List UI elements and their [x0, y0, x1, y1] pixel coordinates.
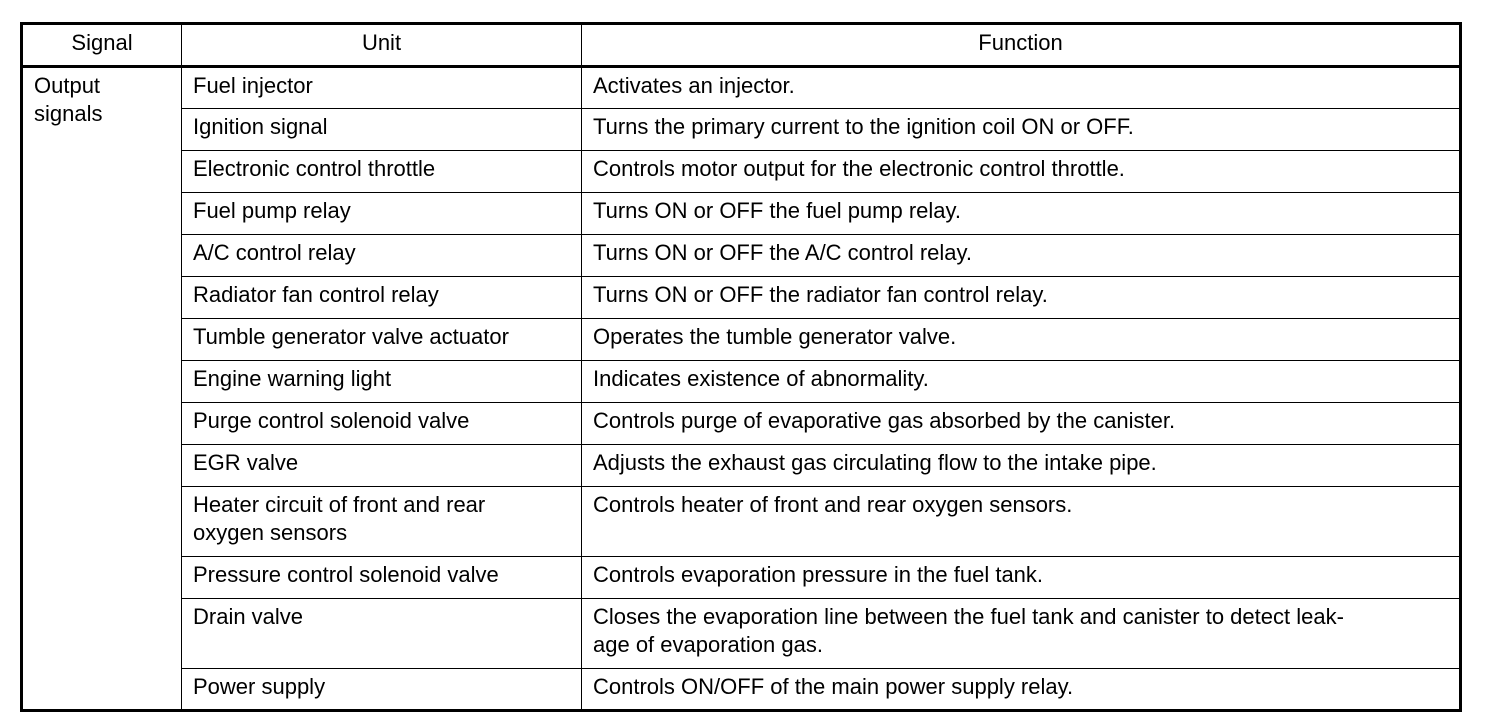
- unit-cell: EGR valve: [182, 445, 582, 487]
- header-function: Function: [582, 24, 1461, 67]
- function-cell: Operates the tumble generator valve.: [582, 319, 1461, 361]
- table-row: [22, 557, 1461, 599]
- unit-cell: [182, 487, 582, 557]
- table-row: [22, 403, 1461, 445]
- table-row: [22, 445, 1461, 487]
- table-body: [22, 67, 1461, 711]
- function-cell: Controls motor output for the electronic control throttle.: [582, 151, 1461, 193]
- function-cell: Activates an injector.: [582, 67, 1461, 109]
- unit-cell: Purge control solenoid valve: [182, 403, 582, 445]
- table-row: [22, 277, 1461, 319]
- header-signal: Signal: [22, 24, 182, 67]
- function-cell: Controls purge of evaporative gas absorbed by the canister.: [582, 403, 1461, 445]
- unit-line: Heater circuit of front and rear: [193, 492, 486, 517]
- function-cell: Turns ON or OFF the fuel pump relay.: [582, 193, 1461, 235]
- function-cell: Controls evaporation pressure in the fuel tank.: [582, 557, 1461, 599]
- unit-cell: Fuel pump relay: [182, 193, 582, 235]
- unit-cell: A/C control relay: [182, 235, 582, 277]
- table-row: [22, 319, 1461, 361]
- function-cell: Adjusts the exhaust gas circulating flow to the intake pipe.: [582, 445, 1461, 487]
- table-row: [22, 151, 1461, 193]
- unit-line: oxygen sensors: [193, 520, 348, 545]
- table-row: [22, 361, 1461, 403]
- unit-cell: Electronic control throttle: [182, 151, 582, 193]
- unit-cell: Drain valve: [182, 599, 582, 669]
- signal-group-label-line2: signals: [34, 101, 103, 126]
- unit-cell: Fuel injector: [182, 67, 582, 109]
- output-signals-table: [20, 22, 1462, 712]
- signal-group-label-line1: Output: [34, 73, 101, 98]
- function-cell: Controls ON/OFF of the main power supply relay.: [582, 669, 1461, 711]
- unit-cell: Radiator fan control relay: [182, 277, 582, 319]
- table-row: [22, 669, 1461, 711]
- table-row: [22, 193, 1461, 235]
- table-row: [22, 67, 1461, 109]
- unit-cell: Power supply: [182, 669, 582, 711]
- unit-cell: Pressure control solenoid valve: [182, 557, 582, 599]
- table-row: [22, 487, 1461, 557]
- table-row: [22, 235, 1461, 277]
- unit-cell: Engine warning light: [182, 361, 582, 403]
- function-cell: Controls heater of front and rear oxygen sensors.: [582, 487, 1461, 557]
- function-line: age of evaporation gas.: [593, 632, 823, 657]
- header-unit: Unit: [182, 24, 582, 67]
- table-row: [22, 109, 1461, 151]
- unit-cell: Tumble generator valve actuator: [182, 319, 582, 361]
- function-cell: Indicates existence of abnormality.: [582, 361, 1461, 403]
- function-cell: Turns the primary current to the ignition coil ON or OFF.: [582, 109, 1461, 151]
- function-cell: Turns ON or OFF the A/C control relay.: [582, 235, 1461, 277]
- function-cell: Turns ON or OFF the radiator fan control relay.: [582, 277, 1461, 319]
- header-row: [22, 24, 1461, 67]
- function-cell: [582, 599, 1461, 669]
- unit-cell: Ignition signal: [182, 109, 582, 151]
- function-line: Closes the evaporation line between the fuel tank and canister to detect leak-: [593, 604, 1344, 629]
- table-header: [22, 24, 1461, 67]
- signal-group-cell: [22, 67, 182, 711]
- table-row: [22, 599, 1461, 669]
